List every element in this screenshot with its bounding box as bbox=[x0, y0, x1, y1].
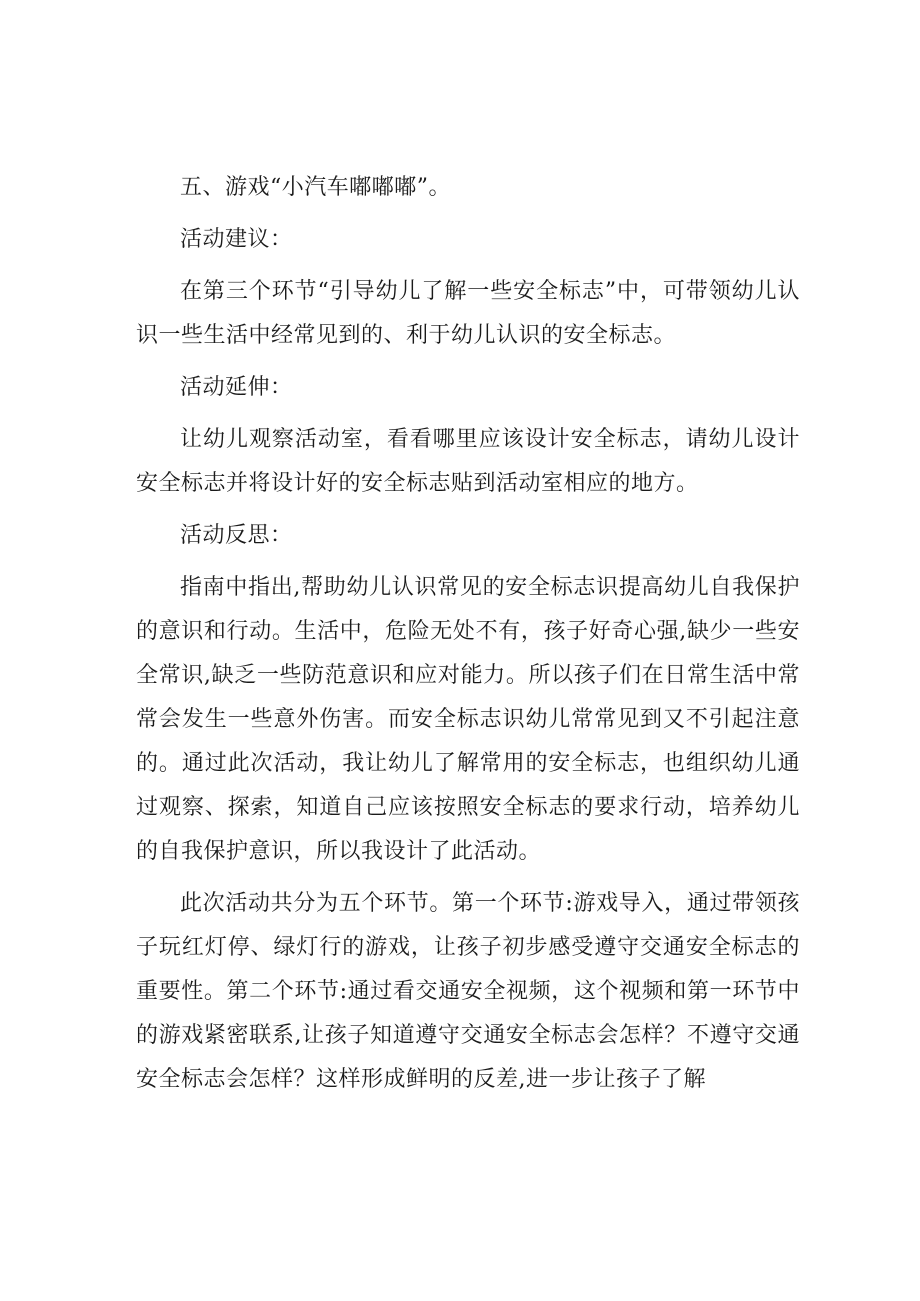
paragraph-reflection: 指南中指出,帮助幼儿认识常见的安全标志识提高幼儿自我保护的意识和行动。生活中，危险无处不有，孩子好奇心强,缺少一些安全常识,缺乏一些防范意识和应对能力。所以孩子们在日常生活中常常会发生一些意外伤害。而安全标志识幼儿常常见到又不引起注意的。通过此次活动，我让幼儿了解常用的安全标志，也组织幼儿通过观察、探索，知道自己应该按照安全标志的要求行动，培养幼儿的自我保护意识，所以我设计了此活动。 bbox=[136, 575, 800, 864]
section-heading-extension: 活动延伸： bbox=[180, 375, 293, 400]
section-heading-game: 五、游戏“小汽车嘟嘟嘟”。 bbox=[180, 175, 451, 200]
section-heading-reflection: 活动反思： bbox=[180, 523, 293, 548]
paragraph-activity-structure: 此次活动共分为五个环节。第一个环节:游戏导入，通过带领孩子玩红灯停、绿灯行的游戏，让孩子初步感受遵守交通安全标志的重要性。第二个环节:通过看交通安全视频，这个视频和第一环节中的游戏紧密联系,让孩子知道遵守交通安全标志会怎样？不遵守交通安全标志会怎样？这样形成鲜明的反差,进一步让孩子了解 bbox=[136, 891, 800, 1092]
section-heading-suggestions: 活动建议： bbox=[180, 227, 293, 252]
paragraph-suggestions: 在第三个环节“引导幼儿了解一些安全标志”中，可带领幼儿认识一些生活中经常见到的、利于幼儿认识的安全标志。 bbox=[136, 279, 800, 348]
document-body bbox=[136, 166, 800, 1110]
paragraph-extension: 让幼儿观察活动室，看看哪里应该设计安全标志，请幼儿设计安全标志并将设计好的安全标志贴到活动室相应的地方。 bbox=[136, 427, 800, 496]
